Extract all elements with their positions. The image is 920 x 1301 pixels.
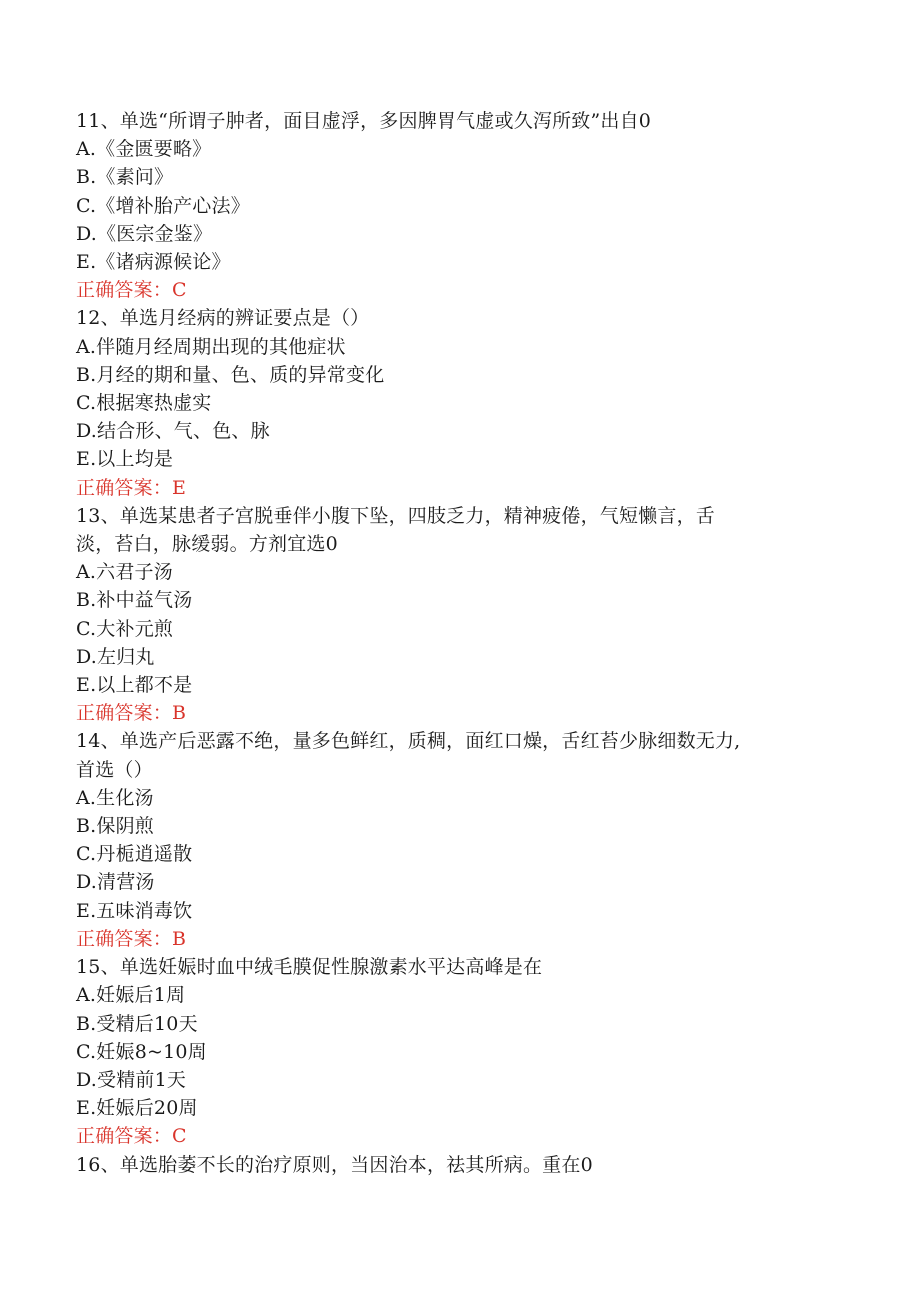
option-c: C.大补元煎 [76, 617, 174, 640]
option-a: A.六君子汤 [76, 561, 173, 584]
correct-answer: 正确答案：B [76, 927, 187, 950]
question-14 [76, 727, 836, 953]
option-b: B.月经的期和量、色、质的异常变化 [76, 363, 385, 386]
option-b: B.补中益气汤 [76, 589, 193, 612]
question-12 [76, 304, 836, 501]
question-stem: 15、单选妊娠时血中绒毛膜促性腺激素水平达高峰是在 [76, 956, 543, 979]
option-d: D.受精前1天 [76, 1068, 187, 1091]
option-c: C.根据寒热虚实 [76, 392, 212, 415]
option-e: E.五味消毒饮 [76, 899, 193, 922]
option-a: A.妊娠后1周 [76, 984, 186, 1007]
question-15 [76, 953, 836, 1150]
option-b: B.《素问》 [76, 166, 174, 189]
option-e: E.《诸病源候论》 [76, 251, 231, 274]
question-stem: 13、单选某患者子宫脱垂伴小腹下坠，四肢乏力，精神疲倦，气短懒言，舌 [76, 504, 715, 527]
correct-answer: 正确答案：C [76, 1125, 187, 1148]
question-stem: 14、单选产后恶露不绝，量多色鲜红，质稠，面红口燥，舌红苔少脉细数无力, [76, 730, 741, 753]
question-11 [76, 107, 836, 304]
option-d: D.结合形、气、色、脉 [76, 420, 270, 443]
option-d: D.清营汤 [76, 871, 155, 894]
option-b: B.受精后10天 [76, 1012, 198, 1035]
option-d: D.左归丸 [76, 645, 155, 668]
option-c: C.丹栀逍遥散 [76, 843, 193, 866]
question-stem-continued: 淡，苔白，脉缓弱。方剂宜选0 [76, 533, 338, 556]
option-e: E.妊娠后20周 [76, 1097, 198, 1120]
option-e: E.以上都不是 [76, 674, 193, 697]
document-page [76, 107, 836, 1179]
option-a: A.生化汤 [76, 786, 154, 809]
correct-answer: 正确答案：E [76, 476, 187, 499]
correct-answer: 正确答案：C [76, 279, 187, 302]
question-stem: 16、单选胎萎不长的治疗原则，当因治本，祛其所病。重在0 [76, 1153, 593, 1176]
option-c: C.《增补胎产心法》 [76, 194, 250, 217]
question-16 [76, 1151, 836, 1179]
correct-answer: 正确答案：B [76, 702, 187, 725]
option-c: C.妊娠8~10周 [76, 1040, 207, 1063]
option-b: B.保阴煎 [76, 815, 155, 838]
question-stem: 12、单选月经病的辨证要点是（） [76, 307, 370, 330]
question-13 [76, 502, 836, 728]
option-d: D.《医宗金鉴》 [76, 222, 213, 245]
option-e: E.以上均是 [76, 448, 174, 471]
option-a: A.《金匮要略》 [76, 138, 212, 161]
option-a: A.伴随月经周期出现的其他症状 [76, 335, 346, 358]
question-stem-continued: 首选（） [76, 758, 153, 781]
question-stem: 11、单选“所谓子肿者，面目虚浮，多因脾胃气虚或久泻所致”出自0 [76, 110, 652, 132]
